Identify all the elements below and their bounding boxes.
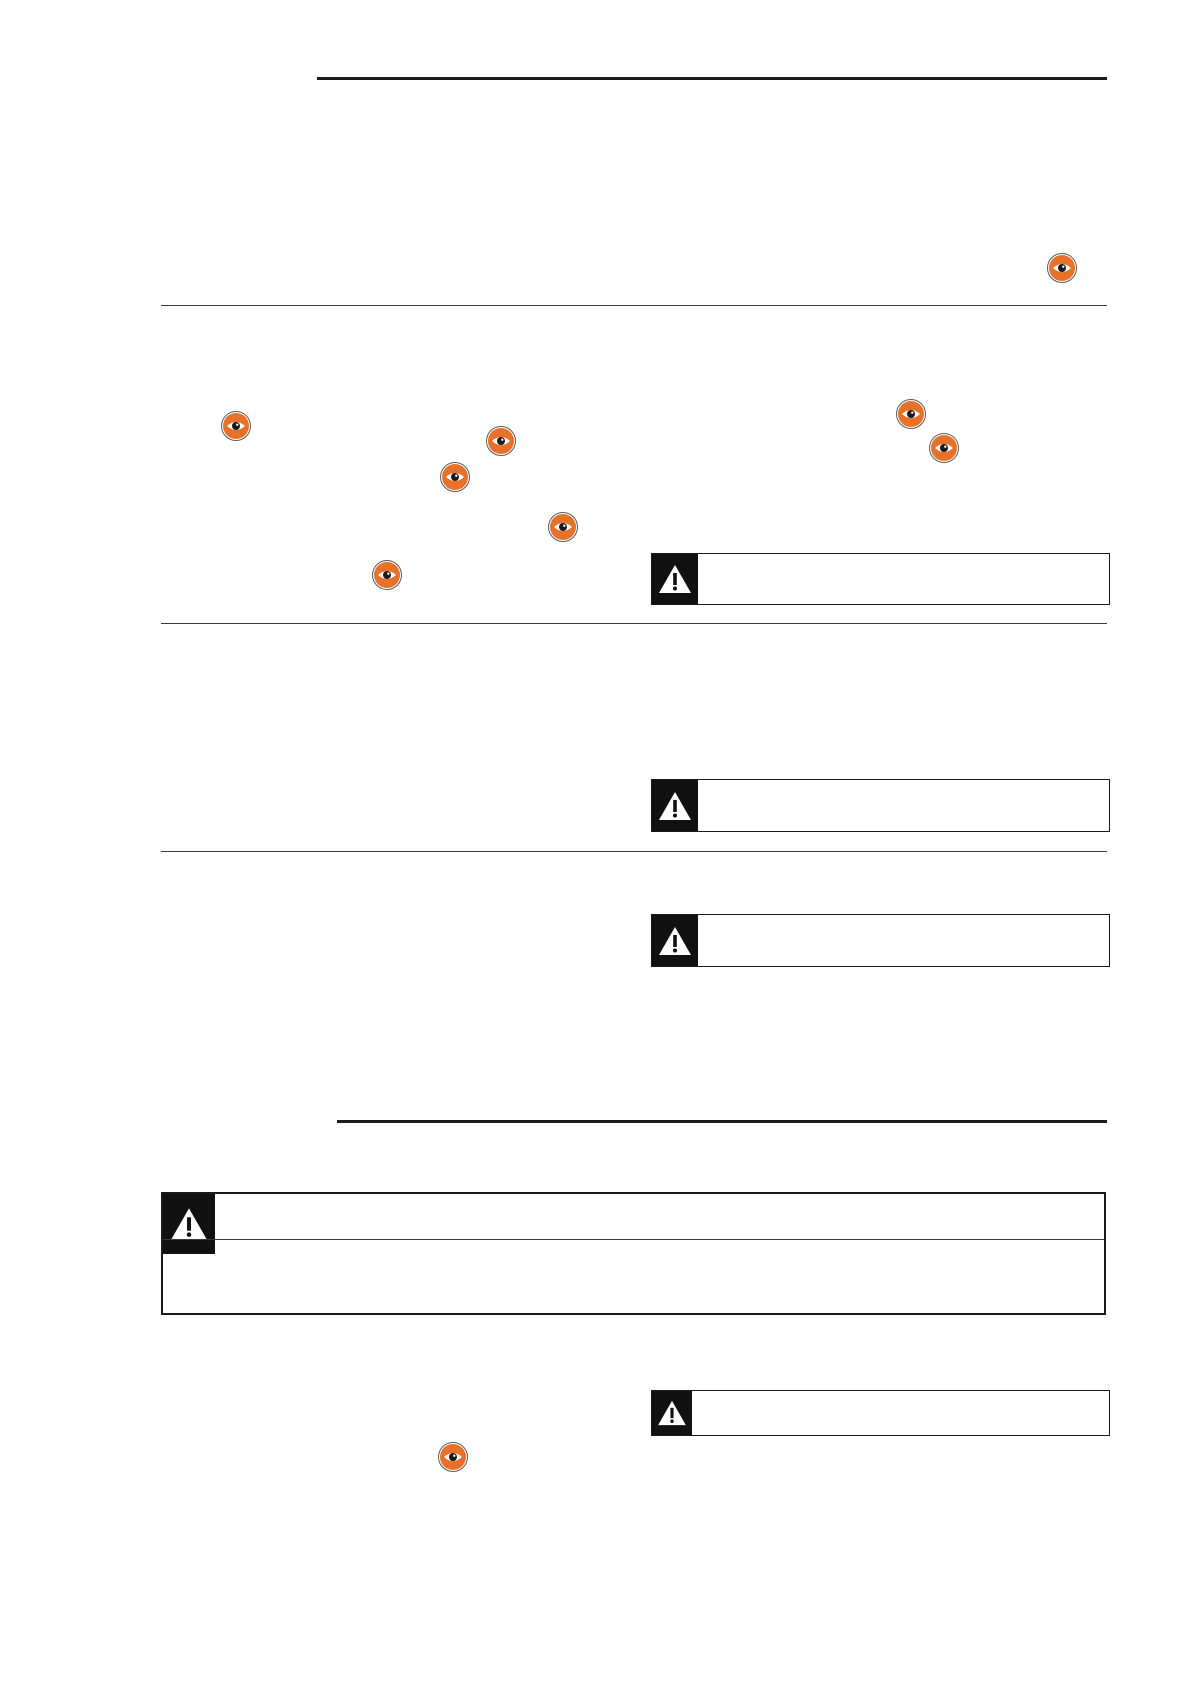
section-heading-rule-second [337,1120,1107,1123]
eye-icon[interactable] [896,399,926,429]
warning-sign-block [163,1194,215,1254]
section-divider-2 [161,623,1107,624]
warning-sign-block [652,915,698,966]
eye-icon[interactable] [486,426,516,456]
eye-icon[interactable] [929,433,959,463]
warning-box-divider [163,1239,1104,1240]
warning-triangle-icon [658,926,692,956]
eye-icon[interactable] [440,462,470,492]
warning-sign-block [652,1391,692,1435]
warning-box [651,553,1110,605]
main-warning-box [161,1192,1106,1315]
eye-icon[interactable] [221,411,251,441]
warning-triangle-icon [658,791,692,821]
warning-triangle-icon [657,1400,687,1426]
eye-icon[interactable] [438,1442,468,1472]
warning-sign-block [652,554,698,604]
warning-box [651,779,1110,832]
eye-icon[interactable] [1047,253,1077,283]
section-divider-3 [161,851,1107,852]
eye-icon[interactable] [548,512,578,542]
section-heading-rule-top [317,77,1107,80]
warning-sign-block [652,780,698,831]
warning-triangle-icon [170,1207,208,1241]
eye-icon[interactable] [372,560,402,590]
warning-triangle-icon [658,564,692,594]
warning-box [651,1390,1110,1436]
section-divider-1 [161,305,1107,306]
warning-box [651,914,1110,967]
